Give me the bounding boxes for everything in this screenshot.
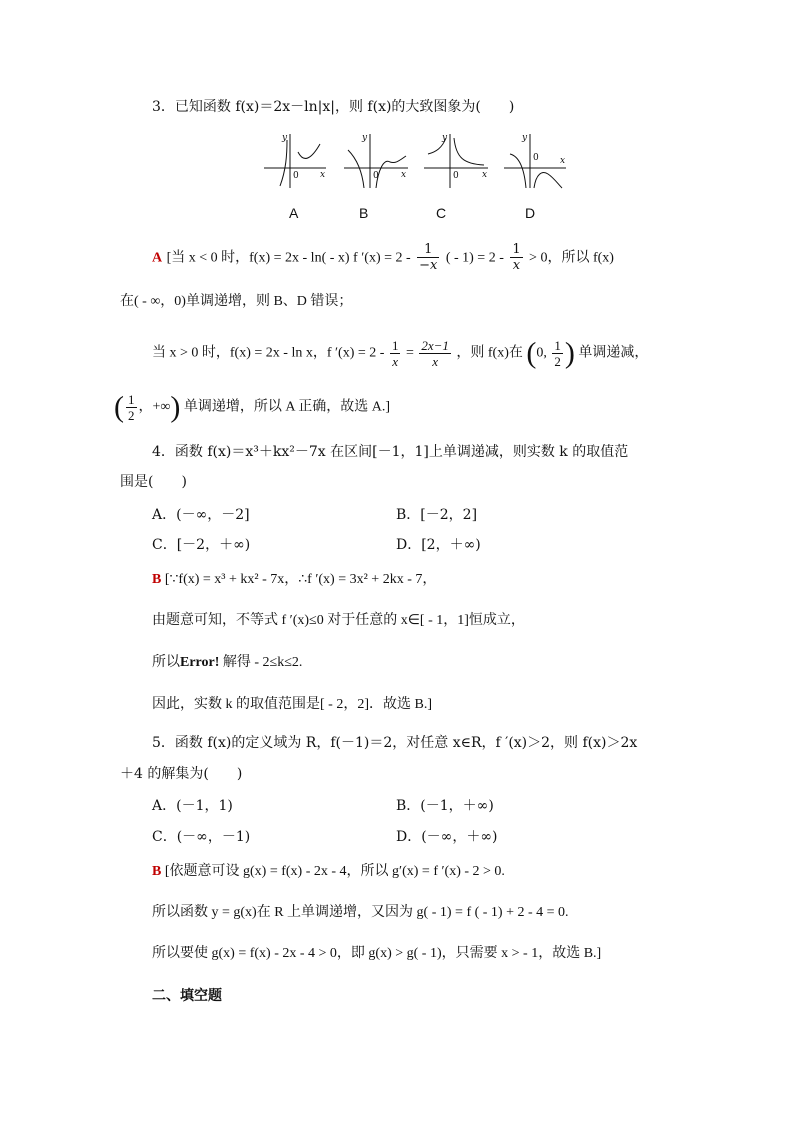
q4-option-d: D．[2，＋∞)	[396, 537, 481, 553]
q4-sol-1: [∵f(x) = x³ + kx² - 7x，∴f ′(x) = 3x² + 2kx - 7，	[164, 572, 437, 587]
graph-c	[424, 133, 488, 188]
q3-sol-line1-a: [当 x < 0 时，f(x) = 2x - ln( - x) f ′(x) = 2 -	[166, 250, 411, 266]
q3-sol-line3-eq: =	[405, 345, 414, 361]
q3-frac6	[126, 392, 137, 423]
option-label-a: A	[289, 205, 299, 221]
q5-solution-line1	[152, 862, 505, 882]
q3-graph-figures	[260, 130, 580, 192]
svg-text:x: x	[482, 170, 488, 180]
q4-stem-line2: 围是( )	[120, 474, 187, 490]
q3-frac2	[510, 242, 522, 273]
right-paren: )	[170, 390, 181, 424]
q5-stem-line1: 5．函数 f(x)的定义域为 R，f(－1)＝2，对任意 x∈R，f ′(x)＞2，则 f(x)＞2x	[152, 735, 638, 751]
q4-option-c: C．[－2，＋∞)	[152, 537, 251, 553]
frac-num: 1	[128, 392, 135, 407]
q5-option-c: C．(－∞，－1)	[152, 829, 251, 845]
option-label-d: D	[525, 205, 536, 221]
frac-num: 1	[391, 338, 399, 353]
q5-option-b: B．(－1，＋∞)	[396, 798, 494, 814]
frac-num: 1	[417, 242, 439, 258]
graph-a	[264, 133, 326, 188]
q3-frac4	[419, 338, 451, 369]
q3-sol-line4-b: 单调递增，所以 A 正确，故选 A.]	[183, 399, 391, 415]
svg-text:0: 0	[453, 171, 459, 181]
svg-text:0: 0	[293, 171, 299, 181]
q3-sol-line3-a: 当 x > 0 时，f(x) = 2x - ln x，f ′(x) = 2 -	[152, 345, 385, 361]
q3-solution-line2: 在( - ∞，0)单调递增，则 B、D 错误；	[120, 294, 353, 309]
svg-text:x: x	[401, 170, 407, 180]
q3-sol-line3-c: 单调递减，	[578, 345, 649, 361]
q4-sol-3b: 解得 - 2≤k≤2.	[222, 655, 303, 670]
q5-option-d: D．(－∞，＋∞)	[396, 829, 498, 845]
frac-num: 2x−1	[421, 338, 449, 353]
q3-solution-line3	[152, 338, 648, 369]
q3-stem: 3．已知函数 f(x)＝2x－ln|x|，则 f(x)的大致图象为( )	[152, 99, 515, 115]
frac-den: x	[392, 354, 399, 369]
q5-option-a: A．(－1，1)	[152, 798, 233, 814]
q4-solution-line2: 由题意可知，不等式 f ′(x)≤0 对于任意的 x∈[ - 1，1]恒成立，	[152, 613, 525, 628]
interval-left: 0,	[536, 345, 547, 361]
q4-solution-line4: 因此，实数 k 的取值范围是[ - 2，2]．故选 B.]	[152, 697, 432, 712]
q4-stem-line1: 4．函数 f(x)＝x³＋kx²－7x 在区间[－1，1]上单调递减，则实数 k 的取值范	[152, 444, 629, 460]
q3-frac5	[552, 338, 563, 369]
q4-option-b: B．[－2，2]	[396, 507, 478, 523]
q4-option-a: A．(－∞，－2]	[152, 507, 250, 523]
q4-solution-line3	[152, 653, 302, 673]
graph-d	[504, 133, 566, 188]
svg-text:y: y	[442, 133, 448, 143]
interval-right: ，+∞	[138, 399, 171, 415]
svg-text:x: x	[320, 170, 326, 180]
error-text: Error!	[180, 655, 220, 670]
option-label-b: B	[359, 205, 369, 221]
svg-text:0: 0	[533, 153, 539, 163]
section-heading: 二、填空题	[152, 988, 222, 1004]
q4-sol-3a: 所以	[152, 655, 180, 670]
svg-text:y: y	[362, 133, 368, 143]
q4-answer-letter: B	[152, 572, 162, 587]
q5-solution-line3: 所以要使 g(x) = f(x) - 2x - 4 > 0，即 g(x) > g( - 1)，只需要 x > - 1，故选 B.]	[152, 946, 602, 961]
frac-num: 1	[554, 338, 561, 353]
option-label-c: C	[436, 205, 447, 221]
q3-sol-line3-b: ，则 f(x)在	[456, 345, 523, 361]
graph-b	[344, 133, 408, 188]
left-paren: (	[114, 390, 124, 424]
q5-stem-line2: ＋4 的解集为( )	[120, 766, 243, 782]
q3-solution-line1	[152, 242, 614, 273]
svg-text:y: y	[282, 133, 288, 143]
q3-sol-line1-b: ( - 1) = 2 -	[445, 250, 504, 266]
q3-frac1	[417, 242, 439, 273]
q3-sol-line1-c: > 0，所以 f(x)	[529, 250, 614, 266]
q3-solution-line4	[114, 392, 390, 423]
svg-text:x: x	[560, 156, 566, 166]
q5-solution-line2: 所以函数 y = g(x)在 R 上单调递增，又因为 g( - 1) = f ( - 1) + 2 - 4 = 0.	[152, 905, 569, 920]
q5-sol-1: [依题意可设 g(x) = f(x) - 2x - 4，所以 g′(x) = f ′(x) - 2 > 0.	[164, 864, 505, 879]
left-paren: (	[526, 336, 537, 370]
svg-text:y: y	[522, 133, 528, 143]
right-paren: )	[564, 336, 575, 370]
svg-text:0: 0	[373, 171, 379, 181]
frac-den: 2	[554, 354, 561, 369]
frac-den: x	[432, 354, 438, 369]
q5-answer-letter: B	[152, 864, 162, 879]
q4-solution-line1	[152, 570, 436, 590]
q3-frac3	[390, 338, 401, 369]
frac-den: 2	[128, 408, 135, 423]
frac-den: −x	[419, 258, 438, 273]
q3-answer-letter: A	[152, 250, 163, 266]
frac-num: 1	[512, 242, 521, 257]
frac-den: x	[512, 258, 521, 273]
